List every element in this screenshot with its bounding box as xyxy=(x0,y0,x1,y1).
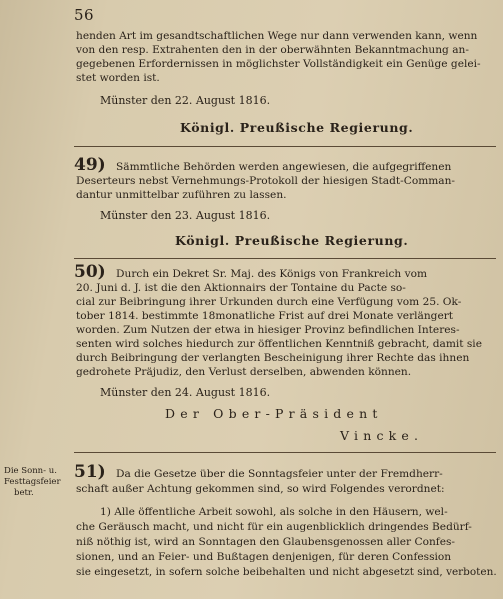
text-line: Da die Gesetze über die Sonntagsfeier unter der Fremdherr- xyxy=(116,468,443,480)
text-line: Durch ein Dekret Sr. Maj. des Königs von Frankreich vom xyxy=(116,268,428,280)
text-line: dantur unmittelbar zuführen zu lassen. xyxy=(76,189,287,201)
text-line: Deserteurs nebst Vernehmungs-Protokoll der hiesigen Stadt-Comman- xyxy=(76,175,456,187)
text-line: schaft außer Achtung gekommen sind, so wird Folgendes verordnet: xyxy=(76,483,445,495)
text-line: gedrohete Präjudiz, den Verlust derselben, abwenden können. xyxy=(76,366,412,378)
signer-title: Der Ober-Präsident xyxy=(165,406,383,421)
text-line: niß nöthig ist, wird an Sonntagen den Glaubensgenossen aller Confes- xyxy=(76,536,455,548)
text-line: von den resp. Extrahenten den in der oberwähnten Bekanntmachung an- xyxy=(76,44,469,56)
section-divider xyxy=(74,146,496,147)
text-line: cial zur Beibringung ihrer Urkunden durch eine Verfügung vom 25. Ok- xyxy=(76,296,462,308)
margin-note-line: betr. xyxy=(14,488,34,498)
text-line: 20. Juni d. J. ist die den Aktionnairs der Tontaine du Pacte so- xyxy=(76,282,406,294)
margin-note-line: Die Sonn- u. xyxy=(4,466,57,476)
signer-name: Vincke. xyxy=(340,428,424,443)
signature-regierung: Königl. Preußische Regierung. xyxy=(175,233,409,248)
section-divider xyxy=(74,452,496,453)
signature-regierung: Königl. Preußische Regierung. xyxy=(180,120,414,135)
text-line: Sämmtliche Behörden werden angewiesen, die aufgegriffenen xyxy=(116,161,452,173)
item-number-49: 49) xyxy=(74,155,106,175)
text-line: durch Beibringung der verlangten Bescheinigung ihrer Rechte das ihnen xyxy=(76,352,470,364)
text-line: worden. Zum Nutzen der etwa in hiesiger Provinz befindlichen Interes- xyxy=(76,324,460,336)
text-line: che Geräusch macht, und nicht für ein augenblicklich dringendes Bedürf- xyxy=(76,521,472,533)
page-number: 56 xyxy=(74,6,95,24)
text-line: sie eingesetzt, in sofern solche beibehalten und nicht abgesetzt sind, verboten. xyxy=(76,566,497,578)
date-line: Münster den 23. August 1816. xyxy=(100,209,271,222)
text-line: 1) Alle öffentliche Arbeit sowohl, als solche in den Häusern, wel- xyxy=(100,506,448,518)
margin-note-line: Festtagsfeier xyxy=(4,477,61,487)
text-line: gegebenen Erfordernissen in möglichster Vollständigkeit ein Genüge gelei- xyxy=(76,58,481,70)
text-line: stet worden ist. xyxy=(76,72,160,84)
section-divider xyxy=(74,258,496,259)
date-line: Münster den 24. August 1816. xyxy=(100,386,271,399)
text-line: tober 1814. bestimmte 18monatliche Frist auf drei Monate verlängert xyxy=(76,310,454,322)
text-line: senten wird solches hiedurch zur öffentlichen Kenntniß gebracht, damit sie xyxy=(76,338,482,350)
date-line: Münster den 22. August 1816. xyxy=(100,94,271,107)
item-number-50: 50) xyxy=(74,262,106,282)
item-number-51: 51) xyxy=(74,462,106,482)
text-line: sionen, und an Feier- und Bußtagen denjenigen, für deren Confession xyxy=(76,551,452,563)
text-line: henden Art im gesandtschaftlichen Wege nur dann verwenden kann, wenn xyxy=(76,30,478,42)
